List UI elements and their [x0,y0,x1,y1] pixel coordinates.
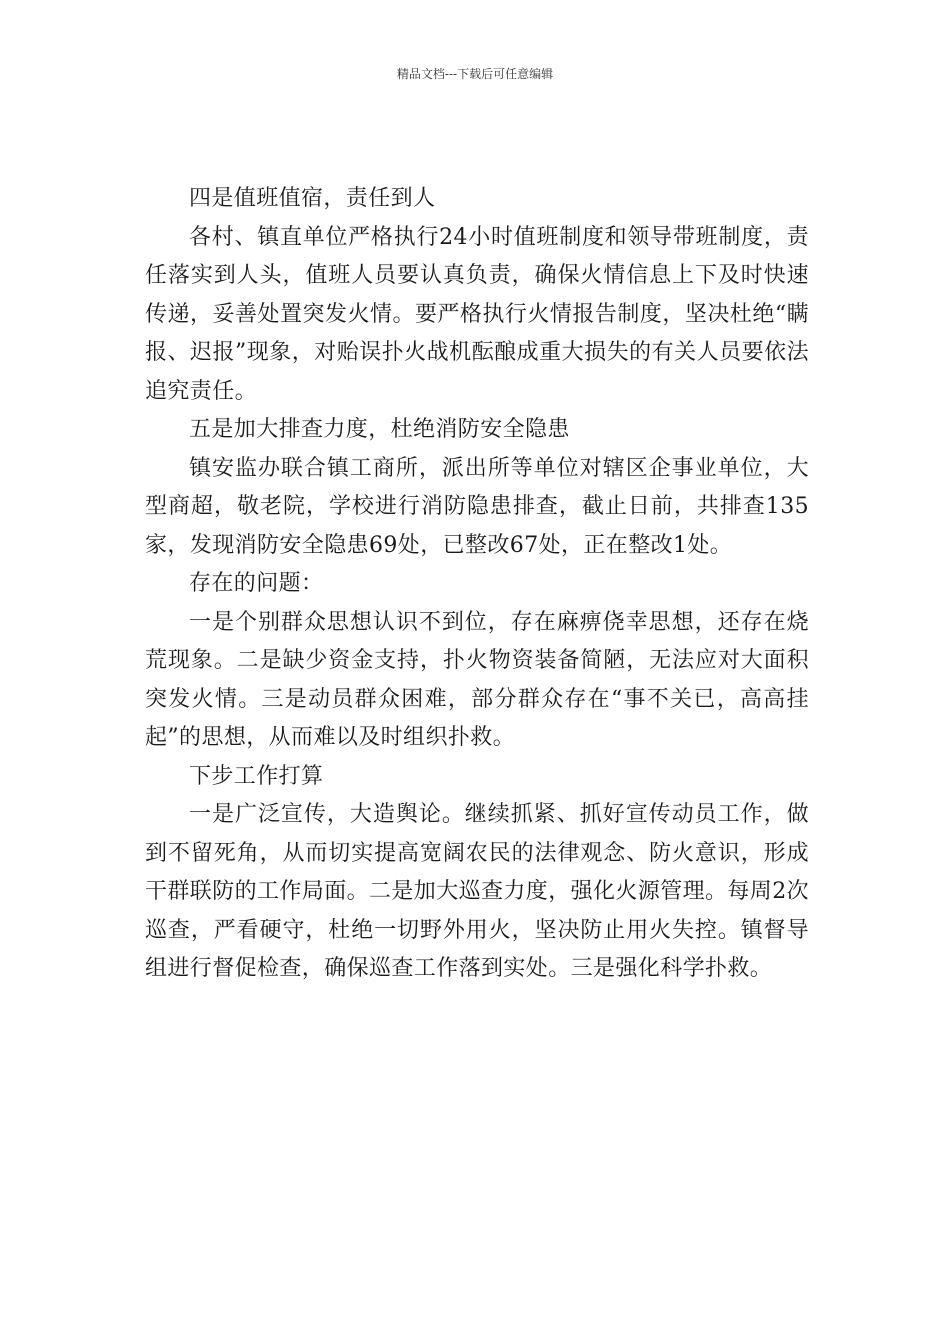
section-heading-next-steps: 下步工作打算 [189,763,324,789]
paragraph-inspection-details: 镇安监办联合镇工商所，派出所等单位对辖区企事业单位，大型商超，敬老院，学校进行消防隐患排查，截止日前，共排查135家，发现消防安全隐患69处，已整改67处，正在整改1处。 [145,455,809,558]
section-heading-problems: 存在的问题： [189,571,324,596]
paragraph-next-steps-details: 一是广泛宣传，大造舆论。继续抓紧、抓好宣传动员工作，做到不留死角，从而切实提高宽阔农民的法律观念、防火意识，形成干群联防的工作局面。二是加大巡查力度，强化火源管理。每周2次巡查，严看硬守，杜绝一切野外用火，坚决防止用火失控。镇督导组进行督促检查，确保巡查工作落到实处。三是强化科学扑救。 [145,802,809,981]
paragraph-problems-details: 一是个别群众思想认识不到位，存在麻痹侥幸思想，还存在烧荒现象。二是缺少资金支持，扑火物资装备简陋，无法应对大面积突发火情。三是动员群众困难，部分群众存在“事不关已，高高挂起”的思想，从而难以及时组织扑救。 [145,609,809,750]
section-heading-duty: 四是值班值宿，责任到人 [189,186,436,211]
page-header: 精品文档---下载后可任意编辑 [396,67,554,81]
section-heading-inspection: 五是加大排查力度，杜绝消防安全隐患 [189,417,570,442]
paragraph-duty-details: 各村、镇直单位严格执行24小时值班制度和领导带班制度，责任落实到人头，值班人员要认真负责，确保火情信息上下及时快速传递，妥善处置突发火情。要严格执行火情报告制度，坚决杜绝“瞒报、迟报”现象，对贻误扑火战机酝酿成重大损失的有关人员要依法追究责任。 [145,224,809,404]
document-body [145,180,809,989]
